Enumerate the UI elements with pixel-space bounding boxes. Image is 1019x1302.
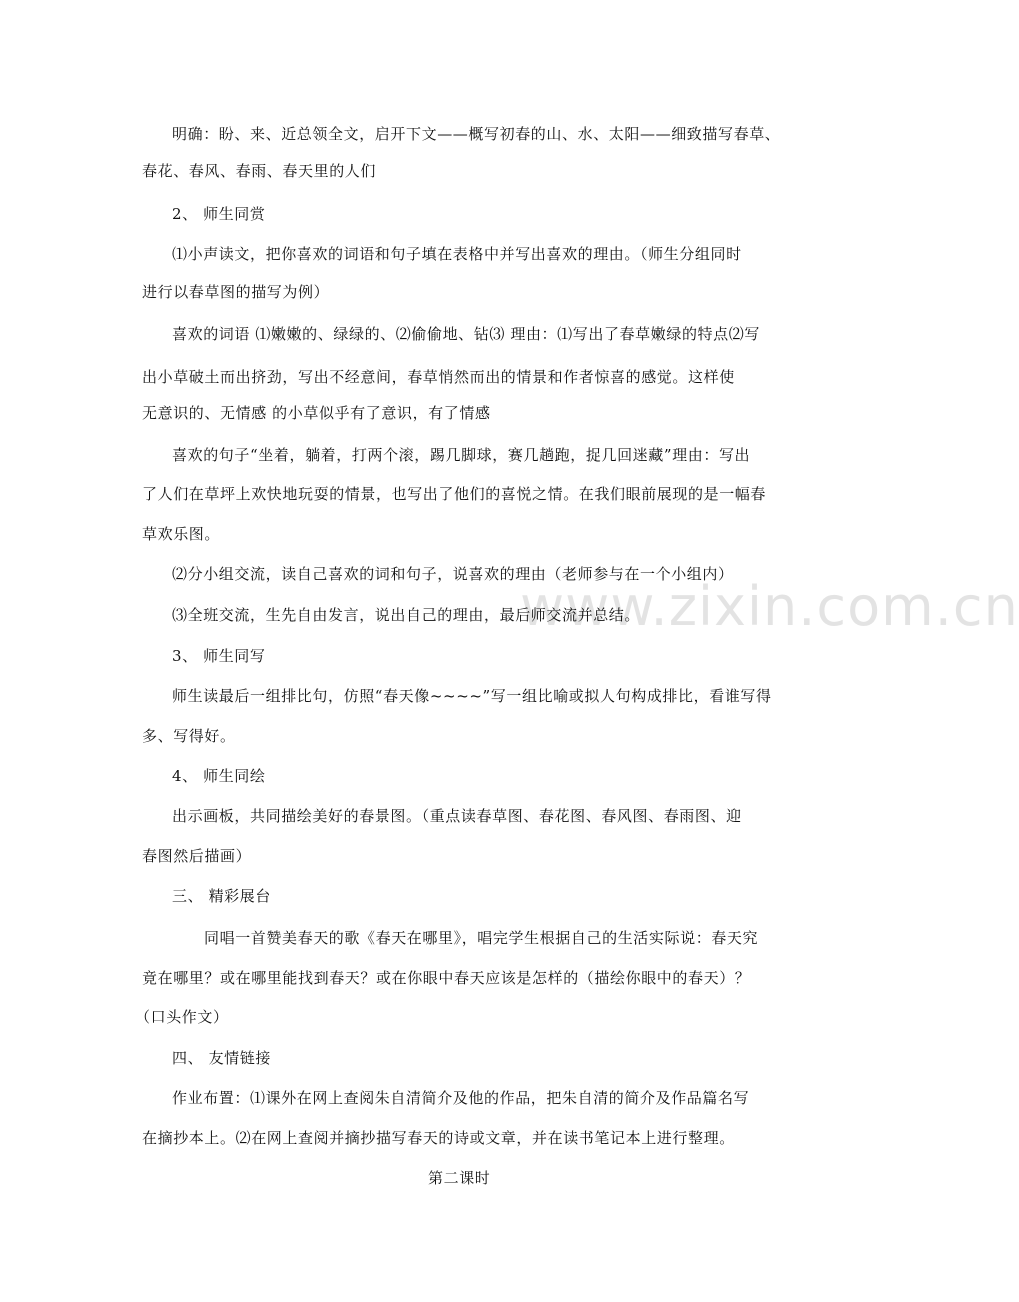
text-line: ⑴小声读文，把你喜欢的词语和句子填在表格中并写出喜欢的理由。（师生分组同时 [172, 245, 742, 263]
text-line: 喜欢的句子“坐着，躺着，打两个滚，踢几脚球，赛几趟跑，捉几回迷藏”理由：写出 [172, 446, 751, 464]
lesson-subtitle: 第二课时 [428, 1169, 491, 1187]
text-line: 春图然后描画） [142, 847, 252, 865]
text-line: 竟在哪里？或在哪里能找到春天？或在你眼中春天应该是怎样的（描绘你眼中的春天）？ [142, 969, 751, 987]
text-line: 多、写得好。 [142, 727, 236, 745]
text-line: 春花、春风、春雨、春天里的人们 [142, 162, 377, 180]
section-heading: 3、 师生同写 [172, 647, 266, 665]
text-line: 师生读最后一组排比句，仿照“春天像~~~~”写一组比喻或拟人句构成排比，看谁写得 [172, 687, 772, 705]
text-line: 喜欢的词语 ⑴嫩嫩的、绿绿的、⑵偷偷地、钻⑶ 理由：⑴写出了春草嫩绿的特点⑵写 [172, 325, 760, 343]
text-line: 进行以春草图的描写为例） [142, 283, 330, 301]
text-line: 出示画板，共同描绘美好的春景图。（重点读春草图、春花图、春风图、春雨图、迎 [172, 807, 742, 825]
text-line: （口头作文） [135, 1008, 229, 1026]
text-line: 了人们在草坪上欢快地玩耍的情景，也写出了他们的喜悦之情。在我们眼前展现的是一幅春 [142, 485, 767, 503]
section-heading: 2、 师生同赏 [172, 205, 266, 223]
text-line: 同唱一首赞美春天的歌《春天在哪里》，唱完学生根据自己的生活实际说：春天究 [204, 929, 759, 947]
text-line: ⑶全班交流，生先自由发言，说出自己的理由，最后师交流并总结。 [172, 606, 641, 624]
text-line: 草欢乐图。 [142, 525, 221, 543]
section-heading: 三、 精彩展台 [172, 887, 271, 905]
text-line: 明确：盼、来、近总领全文，启开下文——概写初春的山、水、太阳——细致描写春草、 [172, 125, 781, 143]
section-heading: 四、 友情链接 [172, 1049, 271, 1067]
text-line: 在摘抄本上。⑵在网上查阅并摘抄描写春天的诗或文章，并在读书笔记本上进行整理。 [142, 1129, 735, 1147]
text-line: 作业布置：⑴课外在网上查阅朱自清简介及他的作品，把朱自清的简介及作品篇名写 [172, 1089, 750, 1107]
text-line: ⑵分小组交流，读自己喜欢的词和句子，说喜欢的理由（老师参与在一个小组内） [172, 565, 734, 583]
text-line: 出小草破土而出挤劲，写出不经意间，春草悄然而出的情景和作者惊喜的感觉。这样使 [142, 368, 735, 386]
watermark: www.zixin.com.cn [520, 575, 1019, 638]
section-heading: 4、 师生同绘 [172, 767, 266, 785]
text-line: 无意识的、无情感 的小草似乎有了意识，有了情感 [142, 404, 491, 422]
